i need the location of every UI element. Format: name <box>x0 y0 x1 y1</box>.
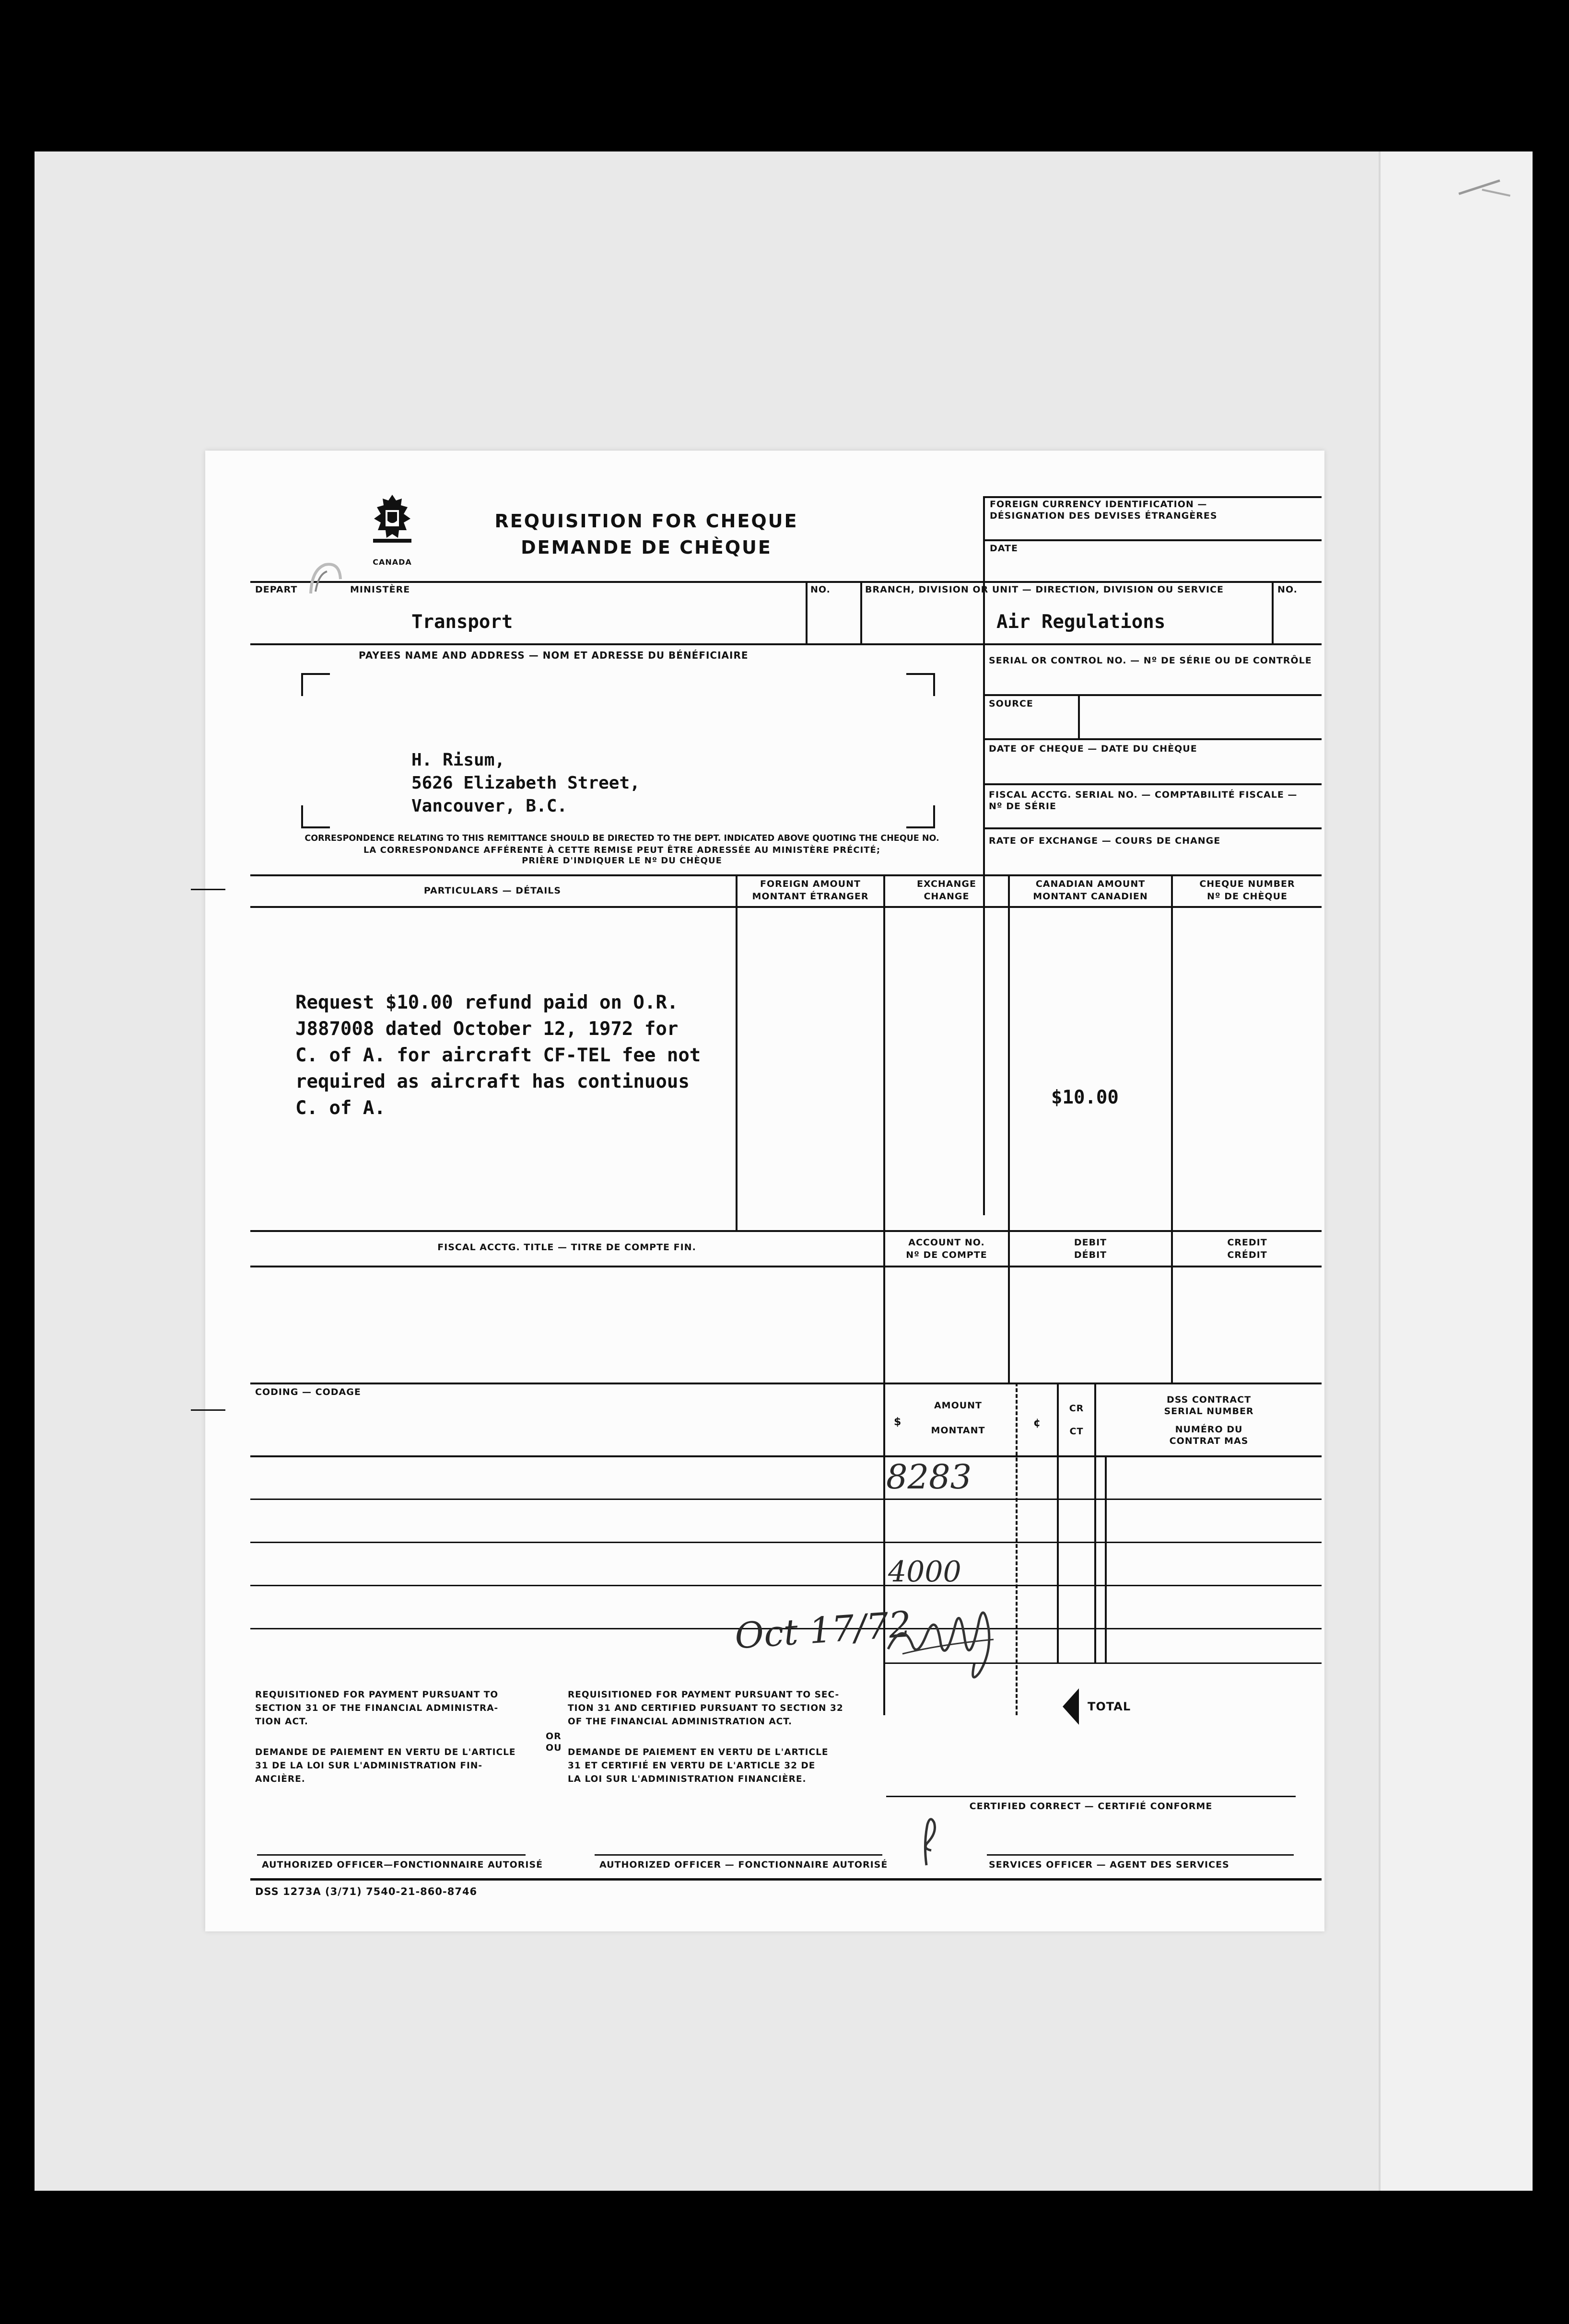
department-label-fr: MINISTÈRE <box>350 584 410 595</box>
credit-header-fr: CRÉDIT <box>1227 1250 1267 1260</box>
total-label: TOTAL <box>1088 1700 1131 1713</box>
branch-no-label: NO. <box>1277 584 1298 595</box>
total-pointer-icon <box>1063 1688 1080 1725</box>
authorized-officer-label-2: AUTHORIZED OFFICER — FONCTIONNAIRE AUTORISÉ <box>599 1859 888 1870</box>
date-of-cheque-label: DATE OF CHEQUE — DATE DU CHÈQUE <box>989 744 1197 754</box>
form-title-en: REQUISITION FOR CHEQUE <box>494 511 798 532</box>
payee-name: H. Risum, <box>411 750 505 770</box>
exchange-header: EXCHANGE <box>917 879 976 889</box>
middle-clause: OF THE FINANCIAL ADMINISTRATION ACT. <box>568 1717 793 1727</box>
debit-header: DEBIT <box>1074 1237 1107 1248</box>
window-bracket <box>906 673 935 696</box>
authorized-officer-label: AUTHORIZED OFFICER—FONCTIONNAIRE AUTORISÉ <box>262 1859 543 1870</box>
amount-header-fr: MONTANT <box>931 1425 985 1436</box>
services-officer-label: SERVICES OFFICER — AGENT DES SERVICES <box>989 1859 1229 1870</box>
account-no-header: ACCOUNT NO. <box>908 1237 985 1248</box>
particulars-line: C. of A. <box>295 1097 386 1119</box>
cheque-number-header: CHEQUE NUMBER <box>1199 879 1295 889</box>
branch-label: BRANCH, DIVISION OR UNIT — DIRECTION, DIVISION OU SERVICE <box>865 584 1224 595</box>
particulars-line: required as aircraft has continuous <box>295 1071 690 1092</box>
fiscal-serial-label: FISCAL ACCTG. SERIAL NO. — COMPTABILITÉ FISCALE — <box>989 790 1298 800</box>
department-value: Transport <box>411 611 513 633</box>
foreign-currency-label-fr: DÉSIGNATION DES DEVISES ÉTRANGÈRES <box>990 511 1218 521</box>
left-clause: TION ACT. <box>255 1717 308 1727</box>
dss-contract-header: DSS CONTRACT <box>1166 1394 1252 1405</box>
left-clause-fr: ANCIÈRE. <box>255 1774 305 1784</box>
canadian-amount-value: $10.00 <box>1051 1087 1119 1108</box>
form-title-fr: DEMANDE DE CHÈQUE <box>521 537 772 558</box>
handwritten-signature <box>883 1592 1003 1687</box>
handwritten-code: 8283 <box>886 1457 972 1497</box>
particulars-line: J887008 dated October 12, 1972 for <box>295 1018 679 1040</box>
handwritten-initials <box>912 1815 946 1868</box>
exchange-header-fr: CHANGE <box>924 891 970 902</box>
particulars-line: C. of A. for aircraft CF-TEL fee not <box>295 1045 701 1066</box>
cr-header: CR <box>1069 1403 1084 1414</box>
form-number: DSS 1273A (3/71) 7540-21-860-8746 <box>255 1886 478 1897</box>
window-bracket <box>301 805 330 828</box>
fiscal-title-label: FISCAL ACCTG. TITLE — TITRE DE COMPTE FIN. <box>437 1242 696 1253</box>
middle-clause: TION 31 AND CERTIFIED PURSUANT TO SECTION 32 <box>568 1703 843 1713</box>
cheque-number-header-fr: Nº DE CHÈQUE <box>1207 891 1288 902</box>
payee-street: 5626 Elizabeth Street, <box>411 773 640 793</box>
cent-sign: ¢ <box>1033 1417 1042 1429</box>
or-label: OR <box>546 1731 562 1742</box>
correspondence-note-fr: LA CORRESPONDANCE AFFÉRENTE À CETTE REMISE PEUT ÊTRE ADRESSÉE AU MINISTÈRE PRÉCITÉ; <box>363 845 881 855</box>
debit-header-fr: DÉBIT <box>1074 1250 1107 1260</box>
payee-city: Vancouver, B.C. <box>411 796 568 816</box>
left-clause: SECTION 31 OF THE FINANCIAL ADMINISTRA- <box>255 1703 499 1713</box>
left-clause-fr: DEMANDE DE PAIEMENT EN VERTU DE L'ARTICLE <box>255 1747 516 1757</box>
payee-label: PAYEES NAME AND ADDRESS — NOM ET ADRESSE DU BÉNÉFICIAIRE <box>359 650 749 661</box>
handwritten-amount: 4000 <box>888 1555 961 1589</box>
department-no-label: NO. <box>810 584 831 595</box>
middle-clause-fr: LA LOI SUR L'ADMINISTRATION FINANCIÈRE. <box>568 1774 807 1784</box>
certified-label: CERTIFIED CORRECT — CERTIFIÉ CONFORME <box>969 1801 1213 1812</box>
date-label: DATE <box>990 543 1018 554</box>
window-bracket <box>906 805 935 828</box>
correspondence-note: CORRESPONDENCE RELATING TO THIS REMITTANCE SHOULD BE DIRECTED TO THE DEPT. INDICATED ABOVE QUOTING THE CHEQUE NO. <box>304 834 939 843</box>
ou-label: OU <box>546 1743 562 1753</box>
cheque-requisition-form <box>205 451 1324 1931</box>
backing-page-edge <box>1379 151 1533 2191</box>
country-label: CANADA <box>373 558 412 567</box>
foreign-currency-label: FOREIGN CURRENCY IDENTIFICATION — <box>990 499 1207 510</box>
coding-label: CODING — CODAGE <box>255 1387 361 1397</box>
credit-header: CREDIT <box>1227 1237 1267 1248</box>
middle-clause: REQUISITIONED FOR PAYMENT PURSUANT TO SEC- <box>568 1690 840 1700</box>
window-bracket <box>301 673 330 696</box>
account-no-header-fr: Nº DE COMPTE <box>906 1250 987 1260</box>
serial-control-label: SERIAL OR CONTROL NO. — Nº DE SÉRIE OU DE CONTRÔLE <box>989 655 1312 666</box>
fiscal-serial-label-fr: Nº DE SÉRIE <box>989 801 1056 812</box>
canada-coat-of-arms-icon <box>369 494 415 546</box>
amount-header: AMOUNT <box>934 1400 983 1411</box>
rate-of-exchange-label: RATE OF EXCHANGE — COURS DE CHANGE <box>989 836 1221 846</box>
dss-serial-header: SERIAL NUMBER <box>1164 1406 1254 1417</box>
department-label: DEPART <box>255 584 298 595</box>
handwritten-date: Oct 17/72 <box>733 1604 913 1657</box>
foreign-amount-header-fr: MONTANT ÉTRANGER <box>752 891 869 902</box>
source-label: SOURCE <box>989 698 1033 709</box>
middle-clause-fr: DEMANDE DE PAIEMENT EN VERTU DE L'ARTICLE <box>568 1747 829 1757</box>
middle-clause-fr: 31 ET CERTIFIÉ EN VERTU DE L'ARTICLE 32 DE <box>568 1761 816 1771</box>
cents-divider <box>1016 1383 1018 1715</box>
canadian-amount-header-fr: MONTANT CANADIEN <box>1033 891 1148 902</box>
canadian-amount-header: CANADIAN AMOUNT <box>1035 879 1146 889</box>
left-clause-fr: 31 DE LA LOI SUR L'ADMINISTRATION FIN- <box>255 1761 483 1771</box>
correspondence-note-fr-2: PRIÈRE D'INDIQUER LE Nº DU CHÈQUE <box>522 856 722 866</box>
particulars-line: Request $10.00 refund paid on O.R. <box>295 992 679 1013</box>
branch-value: Air Regulations <box>996 611 1166 633</box>
dollar-sign: $ <box>894 1416 902 1428</box>
left-clause: REQUISITIONED FOR PAYMENT PURSUANT TO <box>255 1690 499 1700</box>
dss-contrat-header: CONTRAT MAS <box>1169 1436 1249 1446</box>
dss-numero-header: NUMÉRO DU <box>1175 1424 1243 1435</box>
particulars-header: PARTICULARS — DÉTAILS <box>423 885 562 896</box>
ct-header: CT <box>1069 1426 1084 1437</box>
paper-clip-mark <box>306 560 349 598</box>
foreign-amount-header: FOREIGN AMOUNT <box>760 879 861 889</box>
